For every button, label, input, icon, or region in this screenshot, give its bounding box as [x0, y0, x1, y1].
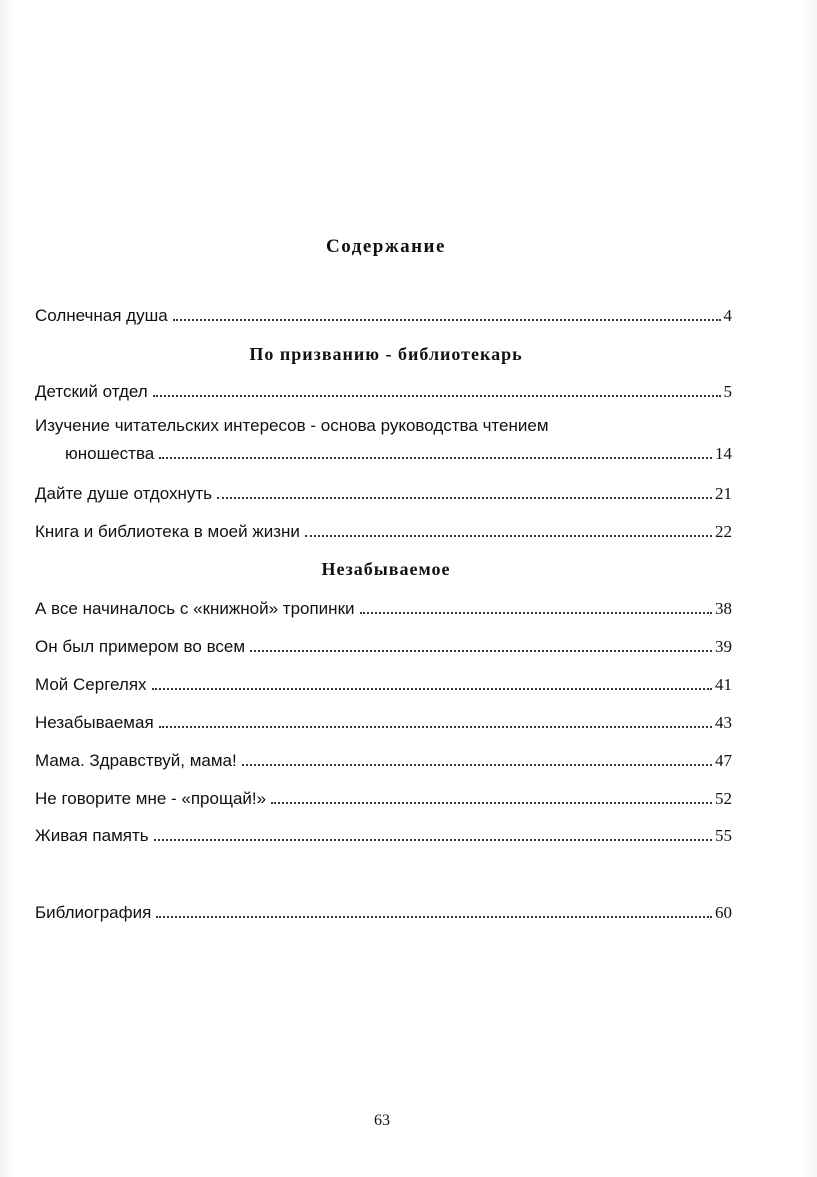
toc-entry — [35, 747, 732, 771]
toc-entry — [35, 633, 732, 657]
toc-entry-label: Живая память — [35, 826, 149, 845]
toc-entry-label: Дайте душе отдохнуть — [35, 484, 212, 503]
toc-entry — [35, 671, 732, 695]
dot-leader — [156, 915, 712, 918]
toc-entry — [35, 480, 732, 504]
toc-entry-page: 41 — [715, 675, 732, 694]
toc-entry-page: 5 — [723, 382, 732, 401]
page-title: Содержание — [326, 236, 446, 257]
toc-entry — [35, 518, 732, 542]
toc-entry-label-continued: юношества — [65, 444, 155, 463]
toc-entry-page: 39 — [715, 637, 732, 656]
dot-leader — [173, 318, 721, 321]
toc-entry-page: 52 — [715, 789, 732, 808]
toc-entry — [35, 416, 732, 464]
toc-entry — [35, 709, 732, 733]
toc-entry-page: 47 — [715, 751, 732, 770]
toc-entry-label: Незабываемая — [35, 713, 154, 732]
toc-entry-label: Книга и библиотека в моей жизни — [35, 522, 300, 541]
toc-entry-label: Детский отдел — [35, 382, 148, 401]
dot-leader — [360, 611, 713, 614]
dot-leader — [154, 838, 712, 841]
toc-entry-page: 21 — [715, 484, 732, 503]
toc-entry-label: А все начиналось с «книжной» тропинки — [35, 599, 355, 618]
toc-entry-page: 4 — [723, 306, 732, 325]
toc-entry — [35, 785, 732, 809]
toc-entry-page: 60 — [715, 903, 732, 922]
dot-leader — [305, 534, 712, 537]
dot-leader — [242, 763, 712, 766]
toc-entry-label: Он был примером во всем — [35, 637, 246, 656]
toc-entry — [35, 302, 732, 326]
dot-leader — [217, 496, 712, 499]
dot-leader — [159, 456, 712, 459]
toc-entry-page: 55 — [715, 826, 732, 845]
section-heading: По призванию - библиотекарь — [249, 344, 523, 364]
section-heading: Незабываемое — [321, 559, 451, 579]
toc-entry — [35, 822, 732, 846]
dot-leader — [159, 725, 712, 728]
page-number: 63 — [374, 1112, 390, 1129]
toc-entry-page: 22 — [715, 522, 732, 541]
toc-entry-label: Библиография — [35, 903, 152, 922]
toc-entry-bibliography — [35, 899, 732, 923]
toc-entry-page: 14 — [715, 444, 732, 463]
dot-leader — [153, 394, 721, 397]
dot-leader — [271, 801, 712, 804]
dot-leader — [250, 649, 712, 652]
toc-entry — [35, 378, 732, 402]
toc-entry-label: Мама. Здравствуй, мама! — [35, 751, 237, 770]
toc-entry-label: Солнечная душа — [35, 306, 168, 325]
toc-entry — [35, 595, 732, 619]
toc-entry-label: Не говорите мне - «прощай!» — [35, 789, 267, 808]
toc-entry-page: 43 — [715, 713, 732, 732]
toc-entry-label: Изучение читательских интересов - основа руководства чтением — [35, 416, 549, 435]
dot-leader — [152, 687, 712, 690]
toc-entry-label: Мой Сергелях — [35, 675, 147, 694]
toc-entry-page: 38 — [715, 599, 732, 618]
